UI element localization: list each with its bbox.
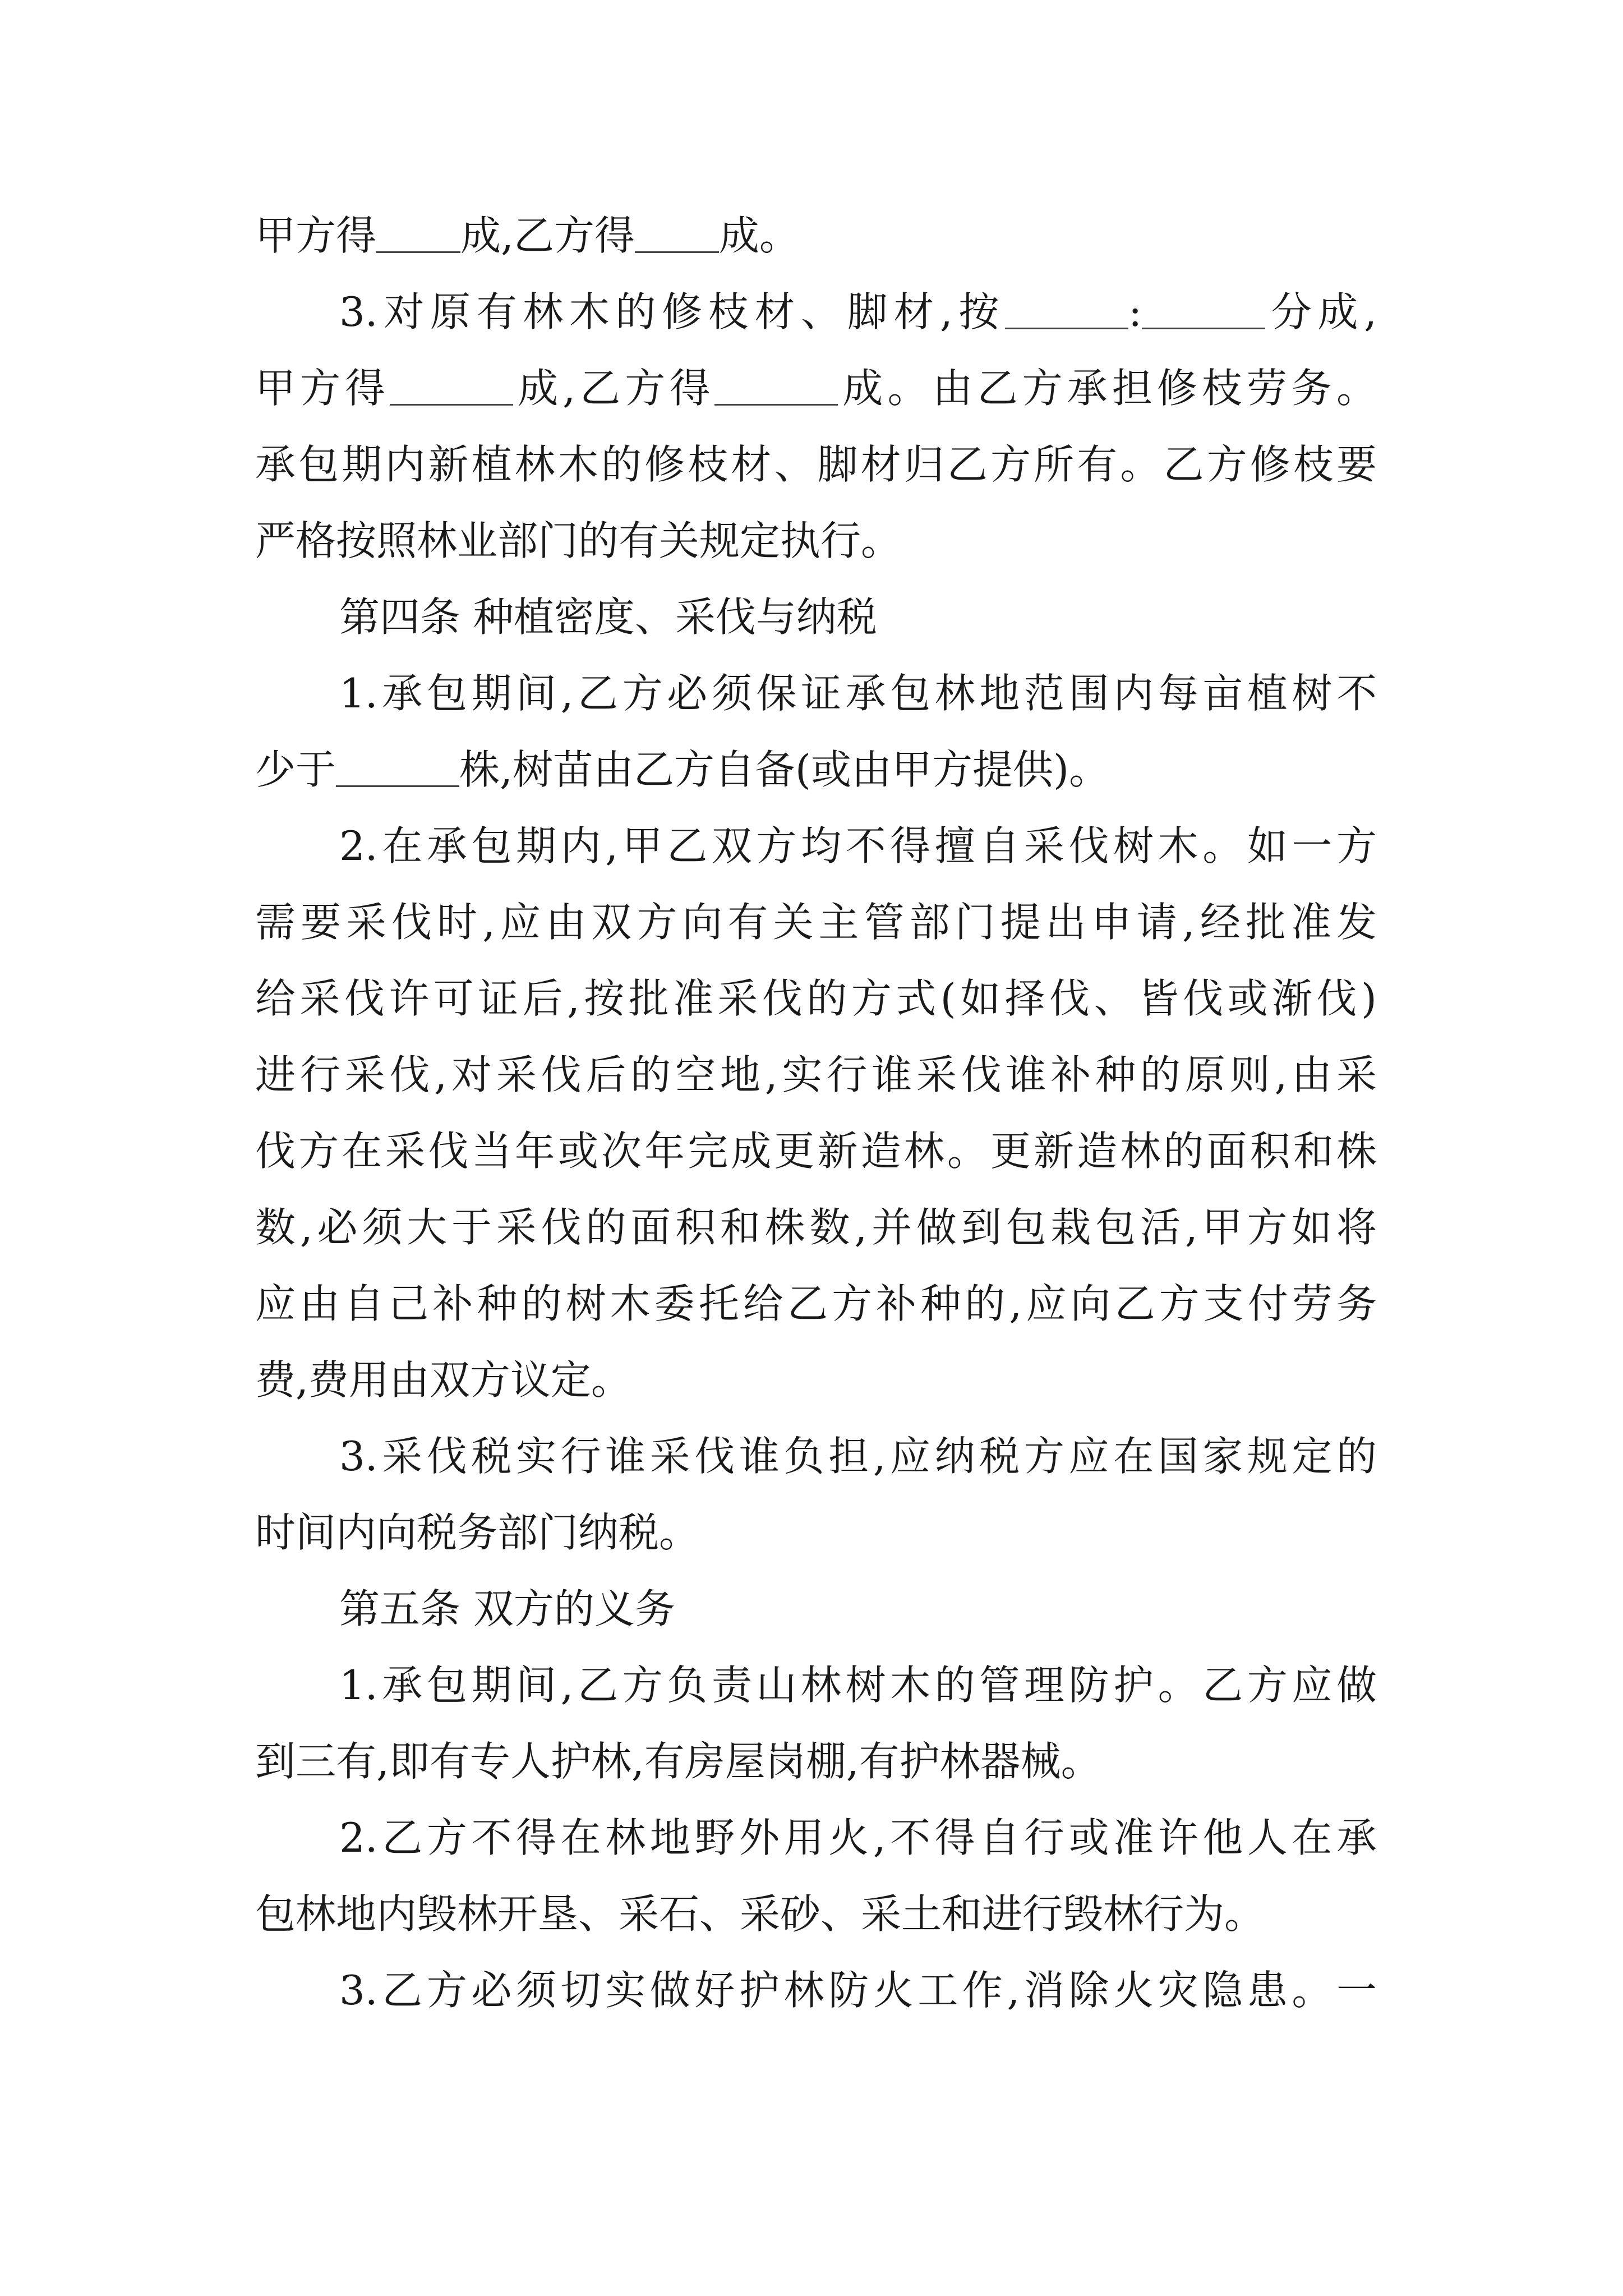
text-line: [255, 208, 1377, 264]
fill-in-blank: [1142, 284, 1265, 329]
text-segment: 甲方得: [255, 365, 390, 412]
text-segment: :: [1128, 288, 1142, 335]
text-line: [255, 360, 1377, 416]
text-line: 2.乙方不得在林地野外用火,不得自行或准许他人在承: [339, 1814, 1377, 1861]
fill-in-blank: [714, 360, 838, 406]
text-segment: 株,树苗由乙方自备(或由甲方提供)。: [459, 746, 1110, 793]
fill-in-blank: [635, 208, 719, 253]
text-segment: 3.对原有林木的修枝材、脚材,按: [339, 288, 1005, 335]
fill-in-blank: [336, 742, 459, 787]
text-line: 2.在承包期内,甲乙双方均不得擅自采伐树木。如一方: [339, 822, 1377, 869]
text-line: 进行采伐,对采伐后的空地,实行谁采伐谁补种的原则,由采: [255, 1051, 1377, 1098]
text-line: 1.承包期间,乙方负责山林树木的管理防护。乙方应做: [339, 1662, 1377, 1709]
section-heading: 第四条 种植密度、采伐与纳税: [339, 593, 877, 641]
text-line: 到三有,即有专人护林,有房屋岗棚,有护林器械。: [255, 1738, 1101, 1785]
text-segment: 成。由乙方承担修枝劳务。: [838, 365, 1377, 412]
text-segment: 成,乙方得: [513, 365, 715, 412]
text-line: 时间内向税务部门纳税。: [255, 1509, 700, 1556]
text-line: 费,费用由双方议定。: [255, 1356, 631, 1404]
text-line: [255, 742, 1377, 798]
text-line: 1.承包期间,乙方必须保证承包林地范围内每亩植树不: [339, 670, 1377, 717]
text-segment: 分成,: [1265, 288, 1377, 335]
section-heading: 第五条 双方的义务: [339, 1585, 675, 1632]
text-line: 应由自己补种的树木委托给乙方补种的,应向乙方支付劳务: [255, 1280, 1377, 1327]
fill-in-blank: [1005, 284, 1128, 329]
text-line: 包林地内毁林开垦、采石、采砂、采土和进行毁林行为。: [255, 1890, 1265, 1938]
text-segment: 成。: [718, 212, 800, 259]
text-line: 伐方在采伐当年或次年完成更新造林。更新造林的面积和株: [255, 1128, 1377, 1175]
text-segment: 成,乙方得: [460, 212, 635, 259]
text-line: [339, 284, 1377, 340]
text-line: 给采伐许可证后,按批准采伐的方式(如择伐、皆伐或渐伐): [255, 975, 1377, 1022]
text-line: 3.采伐税实行谁采伐谁负担,应纳税方应在国家规定的: [339, 1433, 1377, 1480]
text-line: 严格按照林业部门的有关规定执行。: [255, 517, 902, 564]
text-line: 数,必须大于采伐的面积和株数,并做到包栽包活,甲方如将: [255, 1204, 1377, 1251]
text-line: 承包期内新植林木的修枝材、脚材归乙方所有。乙方修枝要: [255, 441, 1377, 488]
text-line: 需要采伐时,应由双方向有关主管部门提出申请,经批准发: [255, 899, 1377, 946]
text-line: 3.乙方必须切实做好护林防火工作,消除火灾隐患。一: [339, 1967, 1377, 2014]
text-segment: 少于: [255, 746, 336, 793]
fill-in-blank: [390, 360, 513, 406]
text-segment: 甲方得: [255, 212, 377, 259]
fill-in-blank: [376, 208, 460, 253]
